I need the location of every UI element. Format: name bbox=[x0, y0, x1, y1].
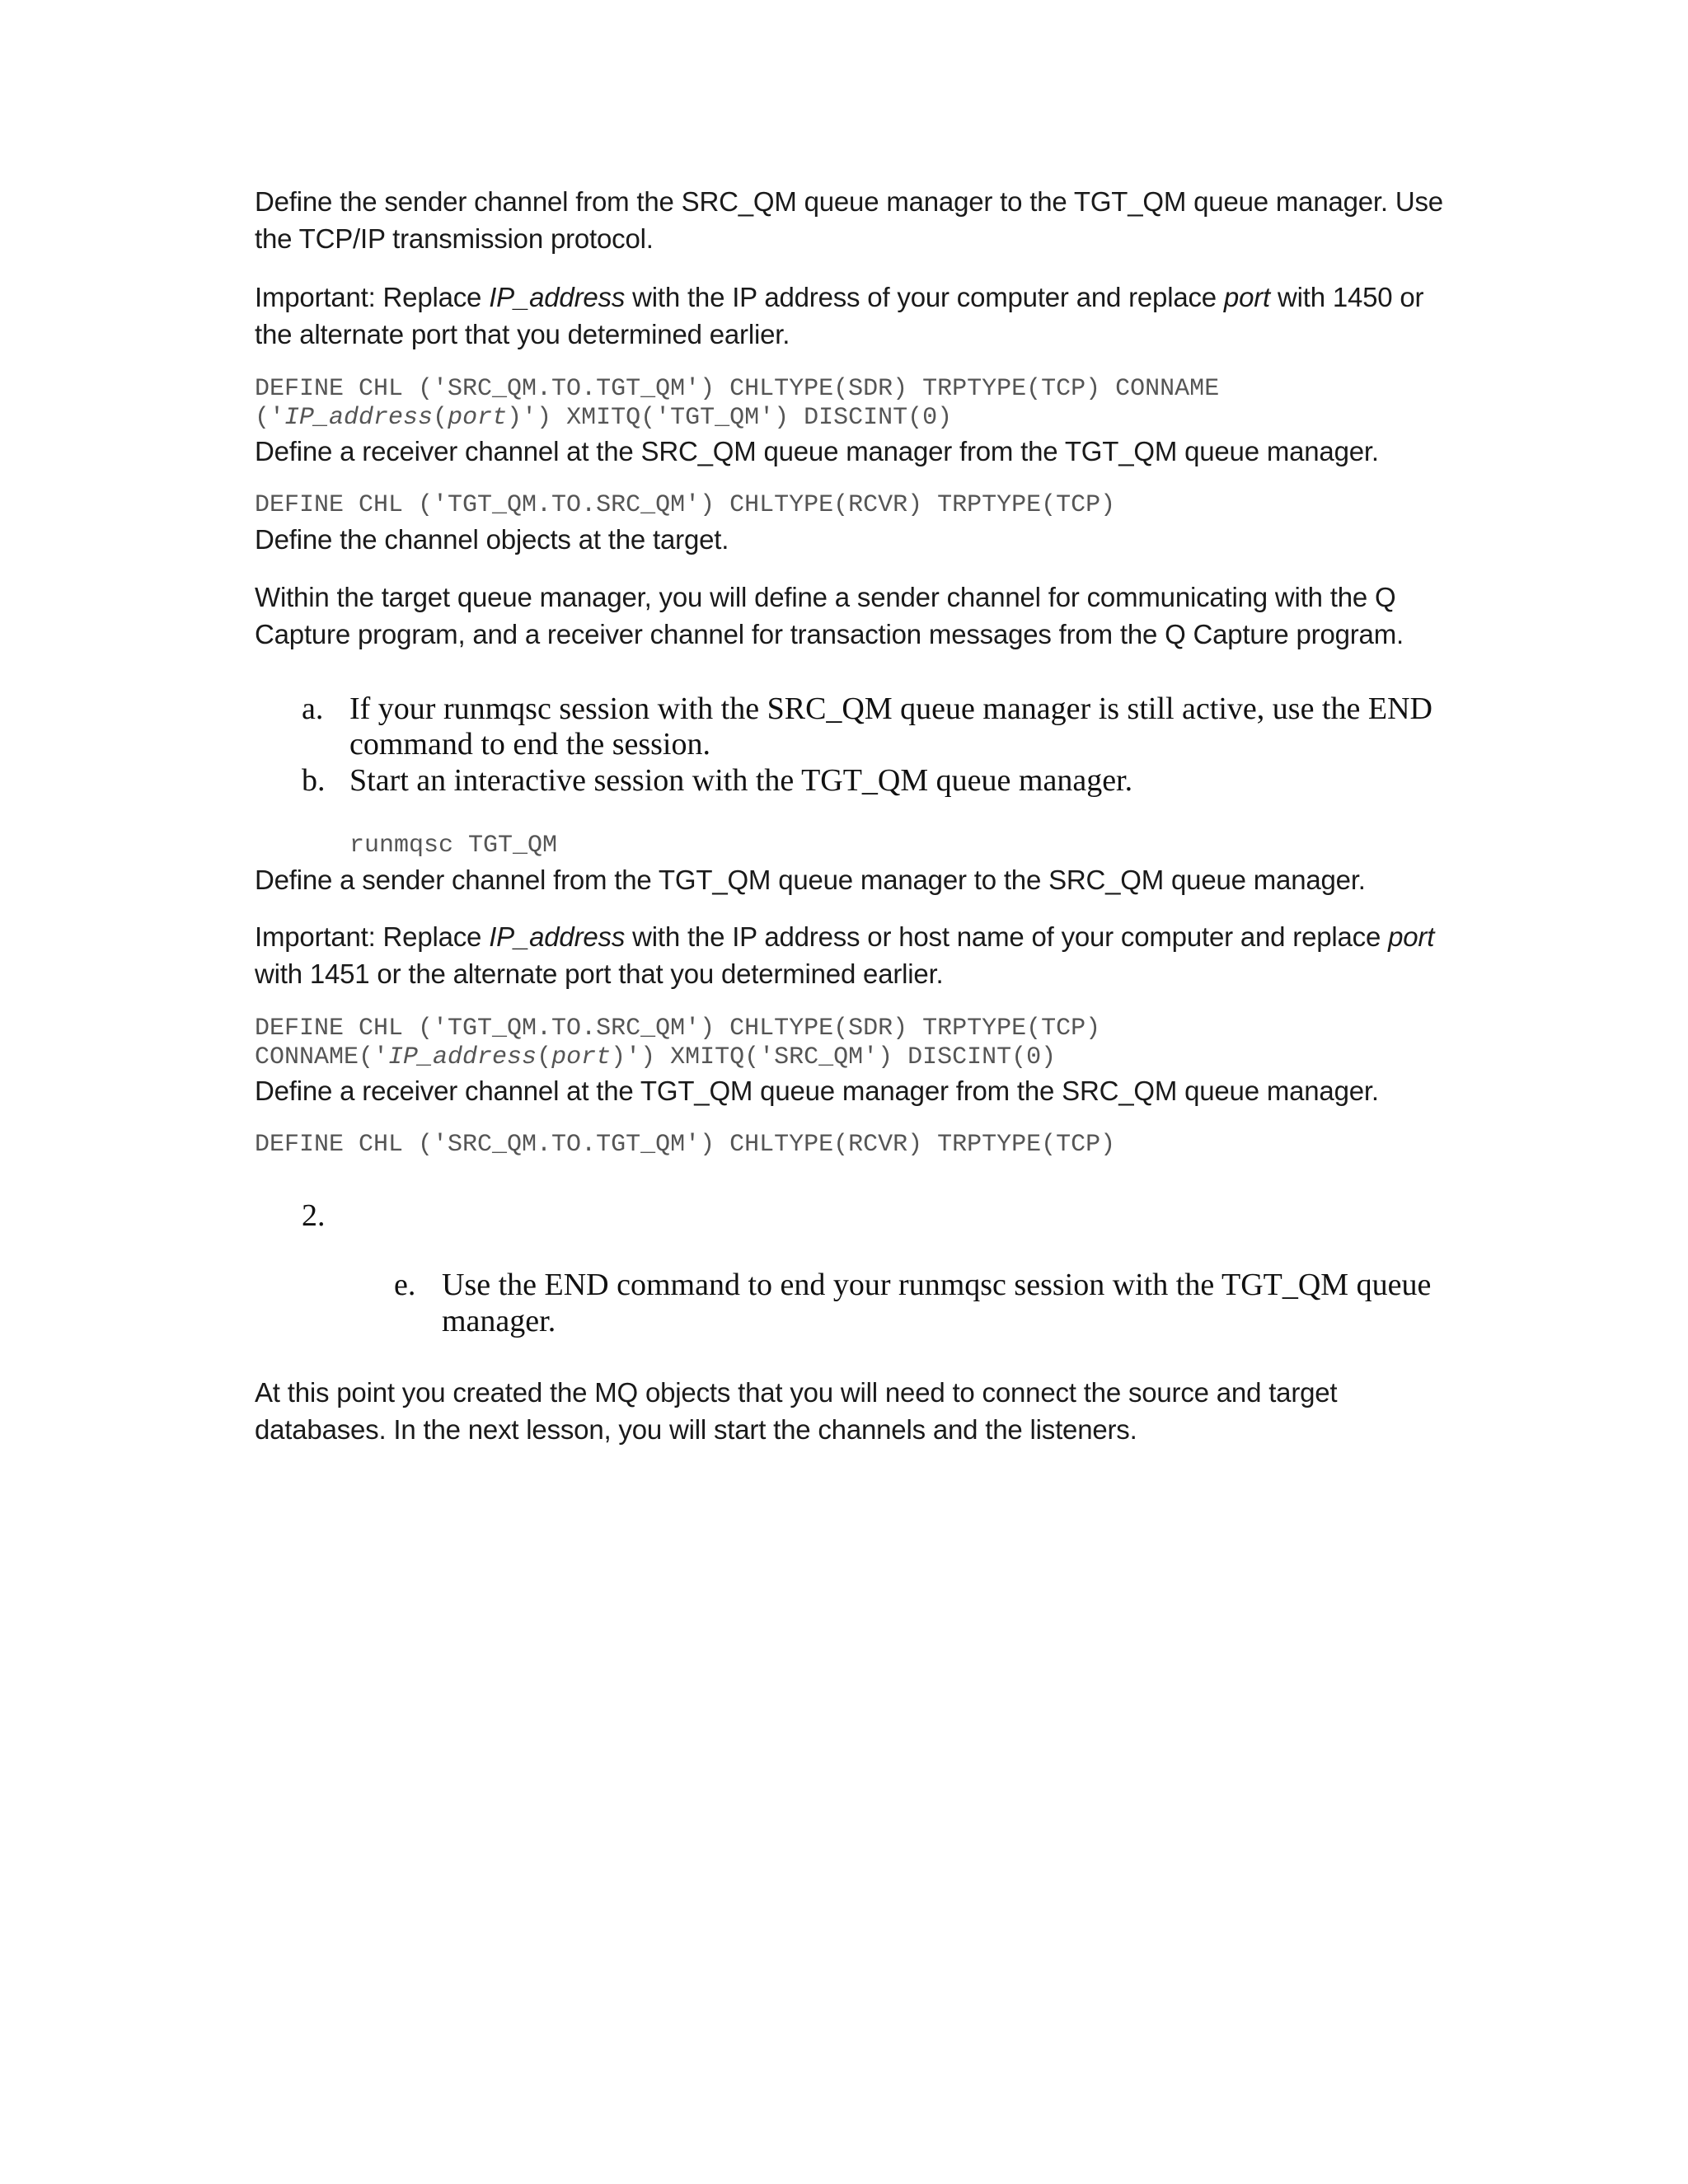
list-item-e-line-2: manager. bbox=[442, 1304, 556, 1338]
receiver-tgt-paragraph: Define a receiver channel at the TGT_QM queue manager from the SRC_QM queue manager. bbox=[255, 1076, 1379, 1106]
code-block-receiver-tgt: DEFINE CHL ('SRC_QM.TO.TGT_QM') CHLTYPE(RCVR) TRPTYPE(TCP) bbox=[255, 1131, 1116, 1159]
port-term: port bbox=[1223, 282, 1270, 312]
code-fragment: ( bbox=[537, 1043, 552, 1071]
important-suffix: with 1450 or bbox=[1270, 282, 1424, 312]
list-marker-b: b. bbox=[302, 763, 326, 798]
code-fragment: )') XMITQ('TGT_QM') DISCINT(0) bbox=[507, 404, 953, 432]
code-block-runmqsc: runmqsc TGT_QM bbox=[349, 832, 558, 860]
code-line: DEFINE CHL ('SRC_QM.TO.TGT_QM') CHLTYPE(SDR) TRPTYPE(TCP) CONNAME bbox=[255, 375, 1220, 403]
important-note-2 bbox=[255, 918, 1434, 992]
important-note-2-line-2: with 1451 or the alternate port that you determined earlier. bbox=[255, 958, 944, 989]
code-port-placeholder: port bbox=[448, 404, 508, 432]
step-number-2: 2. bbox=[302, 1198, 326, 1233]
important-prefix: Important: Replace bbox=[255, 921, 490, 952]
target-description-paragraph bbox=[255, 579, 1404, 653]
code-port-placeholder: port bbox=[551, 1043, 612, 1071]
sender-tgt-paragraph: Define a sender channel from the TGT_QM queue manager to the SRC_QM queue manager. bbox=[255, 865, 1366, 895]
code-block-sender-tgt bbox=[255, 1015, 1100, 1072]
important-mid: with the IP address of your computer and replace bbox=[625, 282, 1224, 312]
code-line bbox=[255, 1043, 1100, 1072]
ip-address-term: IP_address bbox=[489, 921, 626, 952]
intro-line-1: Define the sender channel from the SRC_QM queue manager to the TGT_QM queue manager. Use bbox=[255, 186, 1443, 217]
important-note-1-line-2: the alternate port that you determined earlier. bbox=[255, 319, 790, 349]
code-fragment: (' bbox=[255, 404, 285, 432]
code-fragment: ( bbox=[433, 404, 448, 432]
port-term: port bbox=[1388, 921, 1435, 952]
list-item-b-line-1: Start an interactive session with the TGT_QM queue manager. bbox=[349, 763, 1133, 798]
code-fragment: )') XMITQ('SRC_QM') DISCINT(0) bbox=[611, 1043, 1057, 1071]
list-marker-e: e. bbox=[394, 1268, 416, 1302]
code-ip-placeholder: IP_address bbox=[284, 404, 434, 432]
important-note-1 bbox=[255, 279, 1423, 353]
code-block-sender-src bbox=[255, 375, 1219, 433]
conclusion-line-1: At this point you created the MQ objects that you will need to connect the source and target bbox=[255, 1377, 1338, 1408]
intro-line-2: the TCP/IP transmission protocol. bbox=[255, 223, 654, 254]
list-item-a-line-2: command to end the session. bbox=[349, 727, 710, 762]
list-item-a-line-1: If your runmqsc session with the SRC_QM queue manager is still active, use the END bbox=[349, 691, 1432, 726]
code-ip-placeholder: IP_address bbox=[388, 1043, 537, 1071]
conclusion-line-2: databases. In the next lesson, you will start the channels and the listeners. bbox=[255, 1414, 1137, 1445]
conclusion-paragraph bbox=[255, 1374, 1337, 1448]
code-block-receiver-src: DEFINE CHL ('TGT_QM.TO.SRC_QM') CHLTYPE(RCVR) TRPTYPE(TCP) bbox=[255, 491, 1116, 519]
target-objects-heading: Define the channel objects at the target. bbox=[255, 524, 729, 555]
receiver-src-paragraph: Define a receiver channel at the SRC_QM queue manager from the TGT_QM queue manager. bbox=[255, 436, 1379, 466]
list-marker-a: a. bbox=[302, 691, 324, 726]
code-line bbox=[255, 404, 1219, 433]
intro-paragraph bbox=[255, 183, 1443, 257]
code-fragment: CONNAME(' bbox=[255, 1043, 389, 1071]
important-note-1-line-1 bbox=[255, 279, 1423, 316]
important-note-2-line-1 bbox=[255, 918, 1434, 955]
important-mid: with the IP address or host name of your computer and replace bbox=[625, 921, 1389, 952]
list-item-e-line-1: Use the END command to end your runmqsc session with the TGT_QM queue bbox=[442, 1268, 1432, 1302]
target-description-line-2: Capture program, and a receiver channel for transaction messages from the Q Capture program. bbox=[255, 619, 1404, 649]
important-prefix: Important: Replace bbox=[255, 282, 490, 312]
target-description-line-1: Within the target queue manager, you will define a sender channel for communicating with the Q bbox=[255, 582, 1396, 612]
code-line: DEFINE CHL ('TGT_QM.TO.SRC_QM') CHLTYPE(SDR) TRPTYPE(TCP) bbox=[255, 1015, 1101, 1043]
ip-address-term: IP_address bbox=[489, 282, 626, 312]
